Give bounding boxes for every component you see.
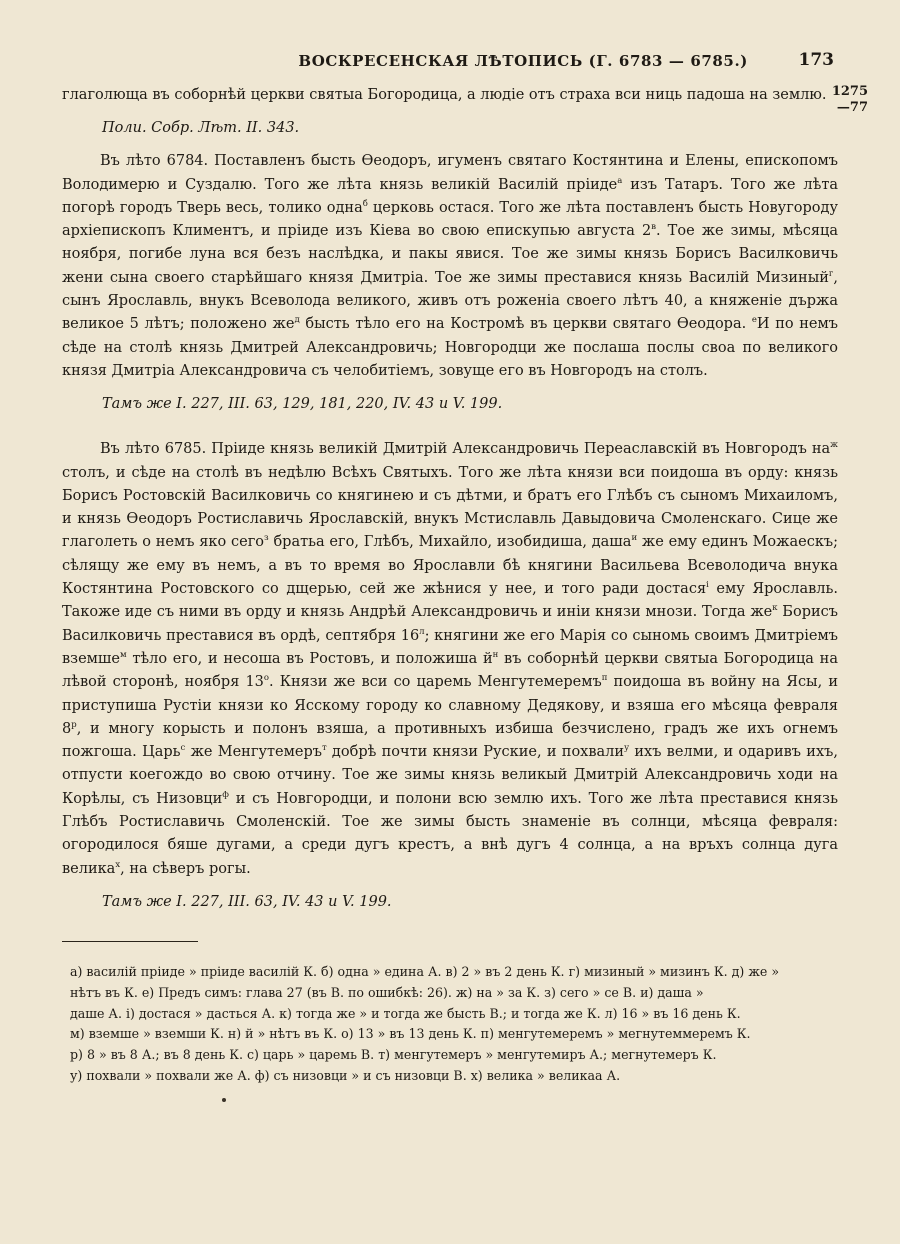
footnote-mark-f: ф [222, 789, 229, 800]
footnote-line-2: нѣтъ въ К. е) Предъ симъ: глава 27 (въ В. по ошибкѣ: 26). ж) на » за К. з) сего » се В. и) даша » [70, 984, 704, 1000]
footnote-mark-a: а [617, 175, 623, 186]
footnote-mark-i2: і [706, 580, 709, 591]
footnote-mark-n: н [492, 649, 499, 660]
p3-text-15: ихъ велми, и одаривъ ихъ, отпусти коегождо во свою отчину. Тое же зимы князь великый Дмитрій Александровичь ходи на Корѣлы, съ Низовци [62, 744, 838, 807]
reference-1: Поли. Собр. Лѣт. II. 343. [102, 120, 300, 137]
footnote-mark-v: в [651, 222, 657, 233]
footnotes [70, 962, 832, 1087]
reference-2: Тамъ же I. 227, III. 63, 129, 181, 220, IV. 43 и V. 199. [102, 396, 503, 413]
paragraph-1: глаголюща въ соборнѣй церкви святыа Богородица, а людіе отъ страха вси ниць падоша на землю. [62, 87, 827, 103]
footnote-mark-g: г [828, 268, 834, 279]
p3-text-9: въ соборнѣй церкви святыа Богородица на лѣвой сторонѣ, ноября 13 [62, 650, 838, 691]
p2-text-3: церковь остася. Того же лѣта поставленъ бысть Новугороду архіепископъ Климентъ, и пріиде изъ Кіева во свою епискупью августа 2 [62, 199, 838, 240]
footnote-mark-p: п [601, 673, 608, 684]
p3-text-17: , на сѣверъ рогы. [120, 860, 251, 877]
p3-text-4: же ему единъ Можаескъ; сѣлящу же ему въ немъ, а въ то время во Ярославли бѣ княгини Васильева Всеволодича внука Костянтина Ростовского со дщерью, сей же жѣнися у нее, и того ради достася [62, 534, 839, 598]
p3-text-2: столъ, и сѣде на столѣ въ недѣлю Всѣхъ Святыхъ. Того же лѣта князи вси поидоша въ орду: князь Борисъ Ростовскій Василковичь со княгинею и съ дѣтми, и братъ его Глѣбъ съ сыномъ Михаиломъ, и князь Ѳеодоръ Ростиславичь Ярославскій, внукъ Мстиславль Давыдовича Смоленскаго. Сице же глаголеть о немъ яко сего [62, 464, 838, 551]
running-title: ВОСКРЕСЕНСКАЯ ЛѢТОПИСЬ (Г. 6783 — 6785.) [298, 52, 748, 70]
ink-spot [222, 1098, 226, 1102]
footnote-mark-b: б [362, 198, 368, 209]
p3-text-14: добрѣ почти князи Руские, и похвали [326, 744, 625, 761]
footnote-mark-r: р [71, 719, 77, 730]
p3-text-16: и съ Новгородци, и полони всю землю ихъ. Того же лѣта преставися князь Глѣбъ Ростиславичь Смоленскій. Тое же зимы бысть знаменіе въ солнци, мѣсяца февраля: огородилося бяше дугами, а среди дугъ крестъ, а внѣ дугъ 4 солнца, а на връхъ солнца дуга велика [62, 790, 838, 877]
footnote-line-3: даше А. і) достася » дасться А. к) тогда же » и тогда же бысть В.; и тогда же К. л) 16 » въ 16 день К. [70, 1005, 741, 1021]
footnote-mark-s: с [180, 743, 186, 754]
margin-year-2: —77 [836, 100, 868, 115]
paragraph-3 [62, 438, 838, 881]
p3-text-1: Въ лѣто 6785. Пріиде князь великій Дмитрій Александровичь Переаславскій въ Новгородъ на [100, 441, 831, 458]
p2-text-1: Въ лѣто 6784. Поставленъ бысть Ѳеодоръ, игуменъ святаго Костянтина и Елены, епископомъ Володимерю и Суздалю. Того же лѣта князь великій Василій пріиде [62, 153, 838, 193]
footnote-mark-o: о [263, 673, 270, 684]
p3-text-10: . Князи же вси со царемь Менгутемеремъ [269, 674, 602, 691]
p2-text-7: И по немъ сѣде на столѣ князь Дмитрей Александровичь; Новгородци же послаша послы своа по великого князя Дмитріа Александровича съ челобитіемъ, зовуще его въ Новгородъ на столъ. [62, 316, 838, 379]
p3-text-3: братьа его, Глѣбъ, Михайло, изобидиша, даша [268, 534, 632, 551]
p2-text-4: . Тое же зимы, мѣсяца ноября, погибе луна вся безъ наслѣдка, и пакы явися. Тое же зимы князь Борисъ Василковичь жени сына своего старѣйшаго князя Дмитріа. Тое же зимы преставися князь Василій Мизиный [62, 223, 838, 286]
footnote-line-4: м) вземше » вземши К. н) й » нѣтъ въ К. о) 13 » въ 13 день К. п) менгутемеремъ » мегнутеммеремъ К. [70, 1026, 751, 1042]
footnote-mark-d: д [294, 315, 300, 326]
footnote-mark-t: т [321, 743, 327, 754]
footnote-mark-e: е [751, 315, 757, 326]
footnote-mark-kh: х [115, 859, 121, 870]
p2-text-5: , сынъ Ярославль, внукъ Всеволода великого, живъ отъ роженіа своего лѣтъ 40, а княженіе държа великое 5 лѣтъ; положено же [62, 269, 838, 333]
page-header [62, 49, 838, 73]
p3-text-7: ; княгини же его Марія со сыномь своимъ Дмитріемъ вземше [62, 627, 838, 667]
p3-text-5: ему Ярославль. Такоже иде съ ними въ орду и князь Андрѣй Александровичь и иніи князи мнози. Тогда же [62, 581, 838, 621]
footnote-mark-k: к [772, 603, 778, 614]
footnote-mark-u: у [624, 743, 630, 754]
page-number: 173 [798, 50, 834, 70]
footnote-mark-z: з [264, 533, 269, 544]
p3-text-8: тѣло его, и несоша въ Ростовъ, и положиша й [126, 650, 493, 667]
p2-text-2: изъ Татаръ. Того же лѣта погорѣ городъ Тверь весь, толико одна [62, 176, 838, 216]
footnote-mark-m: м [120, 649, 127, 660]
footnote-line-5: р) 8 » въ 8 А.; въ 8 день К. с) царь » царемь В. т) менгутемеръ » менгутемиръ А.; мегнутемеръ К. [70, 1047, 717, 1063]
document-page [62, 0, 868, 1244]
footnote-mark-i: и [631, 533, 638, 544]
p2-text-6: бысть тѣло его на Костромѣ въ церкви святаго Ѳеодора. [299, 316, 752, 333]
footnote-line-6: у) похвали » похвали же А. ф) съ низовци » и съ низовци В. х) велика » великаа А. [70, 1067, 621, 1083]
p3-text-6: Борисъ Василковичь преставися въ ордѣ, септября 16 [62, 604, 838, 644]
p3-text-12: , и многу корысть и полонъ взяша, а противныхъ избиша безчислено, градъ же ихъ огнемъ пожгоша. Царь [62, 720, 838, 761]
footnote-separator [62, 941, 198, 942]
paragraph-2 [62, 150, 838, 383]
footnote-line-1: а) василій пріиде » пріиде василій К. б) одна » едина А. в) 2 » въ 2 день К. г) мизиный » мизинъ К. д) же » [70, 964, 780, 979]
p3-text-11: поидоша въ войну на Ясы, и приступиша Рустіи князи ко Ясскому городу ко славному Дедякову, и взяша его мѣсяца февраля 8 [62, 674, 838, 737]
footnote-mark-zh: ж [830, 440, 838, 451]
margin-year-1: 1275 [831, 84, 868, 99]
reference-3: Тамъ же I. 227, III. 63, IV. 43 и V. 199. [102, 893, 392, 910]
footnote-mark-l: л [419, 626, 425, 637]
main-text [62, 84, 838, 924]
p3-text-13: же Менгутемеръ [185, 744, 322, 761]
